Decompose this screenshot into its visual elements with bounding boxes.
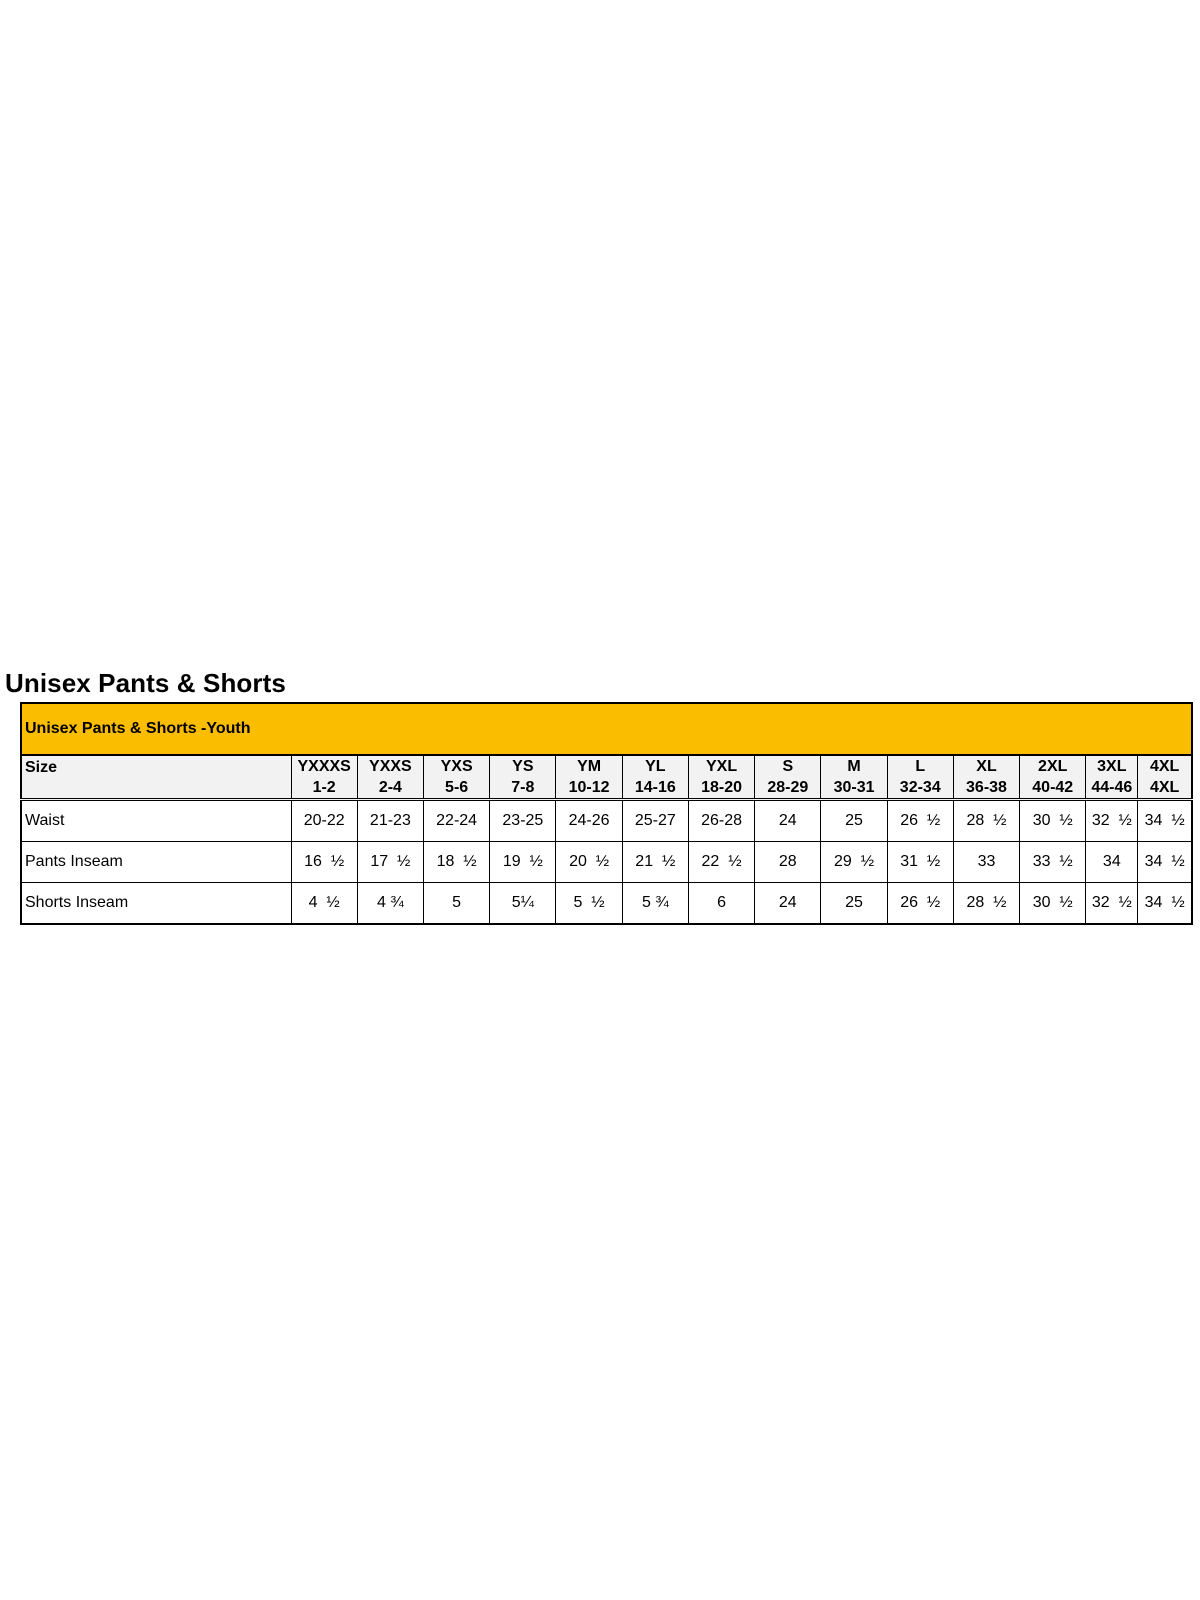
table-cell: 21-23 [357,800,423,842]
table-cell: 26 ½ [887,800,953,842]
table-cell: 23-25 [490,800,556,842]
table-cell: 5 ¾ [622,883,688,925]
table-cell: 6 [688,883,754,925]
table-cell: 34 ½ [1138,842,1192,883]
size-code: XL [976,758,997,775]
table-cell: 5¼ [490,883,556,925]
size-code: YS [512,758,534,775]
size-header-row [21,755,1192,800]
table-cell: 33 [953,842,1019,883]
table-cell: 29 ½ [821,842,887,883]
table-cell: 33 ½ [1020,842,1086,883]
size-range: 18-20 [701,779,743,796]
size-range: 4XL [1149,779,1180,796]
size-header-cell [688,755,754,800]
page-title: Unisex Pants & Shorts [5,668,286,698]
size-range: 2-4 [378,779,402,796]
table-cell: 22 ½ [688,842,754,883]
table-cell: 4 ¾ [357,883,423,925]
table-cell: 17 ½ [357,842,423,883]
table-cell: 5 [424,883,490,925]
size-range: 40-42 [1032,779,1074,796]
size-range: 14-16 [634,779,676,796]
table-cell: 28 [755,842,821,883]
size-header-cell [357,755,423,800]
size-header-cell [424,755,490,800]
size-code: 2XL [1038,758,1068,775]
table-cell: 21 ½ [622,842,688,883]
size-code: L [915,758,926,775]
table-cell: 30 ½ [1020,800,1086,842]
size-code: YXL [705,758,738,775]
size-code: YL [645,758,666,775]
size-header-cell [1020,755,1086,800]
size-header-cell [1086,755,1138,800]
size-code: YXXS [369,758,412,775]
table-cell: 20 ½ [556,842,622,883]
size-range: 30-31 [833,779,875,796]
size-header-cell [490,755,556,800]
table-banner: Unisex Pants & Shorts -Youth [21,703,1192,755]
size-range: 32-34 [899,779,941,796]
size-range: 5-6 [445,779,469,796]
table-cell: 5 ½ [556,883,622,925]
size-range: 36-38 [966,779,1007,796]
table-cell: 32 ½ [1086,800,1138,842]
row-label: Shorts Inseam [21,883,291,925]
table-cell: 24-26 [556,800,622,842]
table-cell: 18 ½ [424,842,490,883]
table-cell: 4 ½ [291,883,357,925]
size-label: Size [21,755,291,800]
size-code: M [847,758,861,775]
size-code: 3XL [1097,758,1127,775]
table-cell: 24 [755,883,821,925]
table-cell: 30 ½ [1020,883,1086,925]
size-code: YXS [440,758,473,775]
size-code: S [782,758,794,775]
size-header-cell [821,755,887,800]
table-cell: 26 ½ [887,883,953,925]
size-code: YXXXS [297,758,351,775]
size-header-cell [291,755,357,800]
table-row [21,842,1192,883]
table-cell: 24 [755,800,821,842]
size-code: 4XL [1149,758,1180,775]
size-header-cell [755,755,821,800]
table-cell: 28 ½ [953,883,1019,925]
size-range: 10-12 [568,779,610,796]
table-cell: 28 ½ [953,800,1019,842]
table-cell: 34 [1086,842,1138,883]
size-header-cell [887,755,953,800]
size-header-cell [953,755,1019,800]
table-cell: 34 ½ [1138,883,1192,925]
table-banner-row [21,703,1192,755]
table-cell: 25 [821,883,887,925]
table-cell: 20-22 [291,800,357,842]
size-range: 7-8 [511,779,535,796]
size-header-cell [1138,755,1192,800]
table-cell: 31 ½ [887,842,953,883]
size-chart-table [20,702,1193,925]
table-cell: 16 ½ [291,842,357,883]
size-range: 44-46 [1091,779,1133,796]
size-header-cell [622,755,688,800]
table-cell: 22-24 [424,800,490,842]
size-range: 1-2 [312,779,336,796]
row-label: Pants Inseam [21,842,291,883]
table-cell: 25-27 [622,800,688,842]
row-label: Waist [21,800,291,842]
table-cell: 25 [821,800,887,842]
table-cell: 34 ½ [1138,800,1192,842]
table-cell: 19 ½ [490,842,556,883]
table-cell: 26-28 [688,800,754,842]
size-code: YM [577,758,602,775]
size-header-cell [556,755,622,800]
table-cell: 32 ½ [1086,883,1138,925]
table-row [21,800,1192,842]
table-row [21,883,1192,925]
size-range: 28-29 [767,779,809,796]
